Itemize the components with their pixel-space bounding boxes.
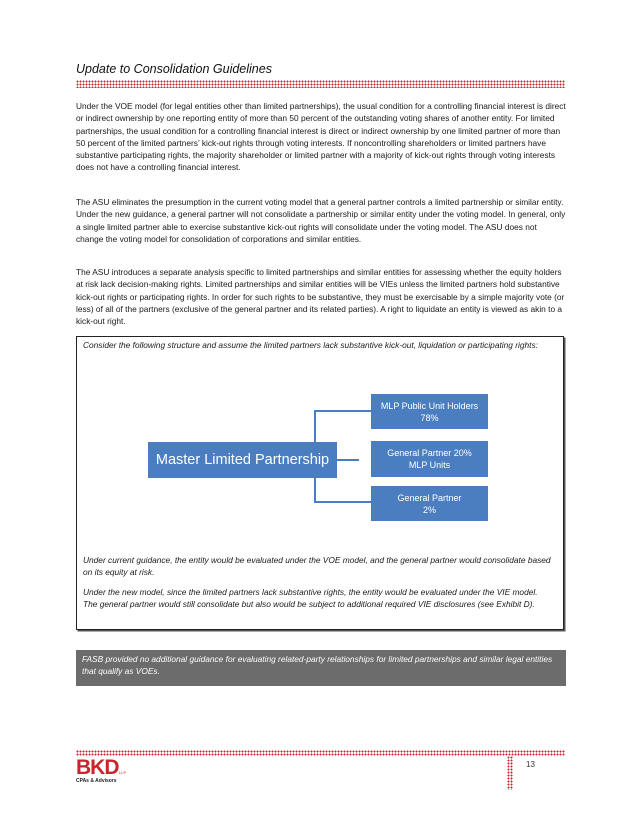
fasb-note-box: FASB provided no additional guidance for evaluating related-party relationships for limited partnerships and similar legal entities that qualify as VOEs. [76, 650, 566, 686]
connector-up [314, 410, 316, 442]
paragraph-voe-model: Under the VOE model (for legal entities other than limited partnerships), the usual condition for a controlling financial interest is direct or indirect ownership by one reporting entity of more than 50 percent of the outstanding voting shares of another entity. For limited partnerships, the usual condition for a controlling financial interest is direct or indirect ownership by one limited partner of more than 50 percent of the limited partners’ kick-out rights through voting interests. If noncontrolling shareholders or limited partners have substantive participating rights, the majority shareholder or limited partner with a majority of kick-out rights through voting interests does not have a controlling financial interest. [76, 101, 566, 173]
master-limited-partnership-box: Master Limited Partnership [148, 442, 337, 478]
connector-down [314, 478, 316, 503]
mlp-public-unit-holders-box: MLP Public Unit Holders 78% [371, 394, 488, 429]
general-partner-mlp-units-box: General Partner 20% MLP Units [371, 441, 488, 477]
connector-top-branch [314, 410, 371, 412]
bkd-logo [76, 758, 136, 792]
footer-dotted-rule [76, 750, 565, 756]
bkd-logo-mark: BKD [76, 756, 119, 779]
paragraph-asu-introduces: The ASU introduces a separate analysis specific to limited partnerships and similar entities for assessing whether the equity holders at risk lack decision-making rights. Limited partnerships and similar entities will be VIEs unless the limited partners hold substantive kick-out rights or participating rights. In order for such rights to be substantive, they must be exercisable by a simple majority vote (or less) of all of the partners (exclusive of the general partner and its related parties). A right to liquidate an entity is viewed as akin to a kick-out right. [76, 267, 565, 327]
paragraph-asu-eliminates: The ASU eliminates the presumption in the current voting model that a general partner controls a limited partnership or similar entity. Under the new guidance, a general partner will not consolidate a partnership or similar entity under the voting model. In general, only a single limited partner able to exercise substantive kick-out rights will consolidate under the voting model. The ASU does not change the voting model for consolidation of corporations and similar entities. [76, 197, 566, 244]
page-number: 13 [526, 760, 535, 769]
title-dotted-rule [76, 80, 565, 88]
footer-vertical-dotted-rule [507, 756, 513, 790]
general-partner-2pct-box: General Partner 2% [371, 486, 488, 521]
callout-current-guidance: Under current guidance, the entity would be evaluated under the VOE model, and the general partner would consolidate based on its equity at risk. [83, 555, 551, 578]
bkd-logo-tagline: CPAs & Advisors [76, 778, 117, 784]
callout-intro: Consider the following structure and assume the limited partners lack substantive kick-out, liquidation or participating rights: [83, 340, 538, 350]
example-callout-box [76, 336, 564, 630]
bkd-logo-llp: LLP [119, 770, 127, 775]
connector-main [337, 459, 359, 461]
connector-bottom-branch [314, 501, 371, 503]
page-title: Update to Consolidation Guidelines [76, 62, 272, 76]
callout-new-model: Under the new model, since the limited partners lack substantive rights, the entity would be evaluated under the VIE model. The general partner would still consolidate but also would be subject to additional required VIE disclosures (see Exhibit D). [83, 587, 538, 610]
